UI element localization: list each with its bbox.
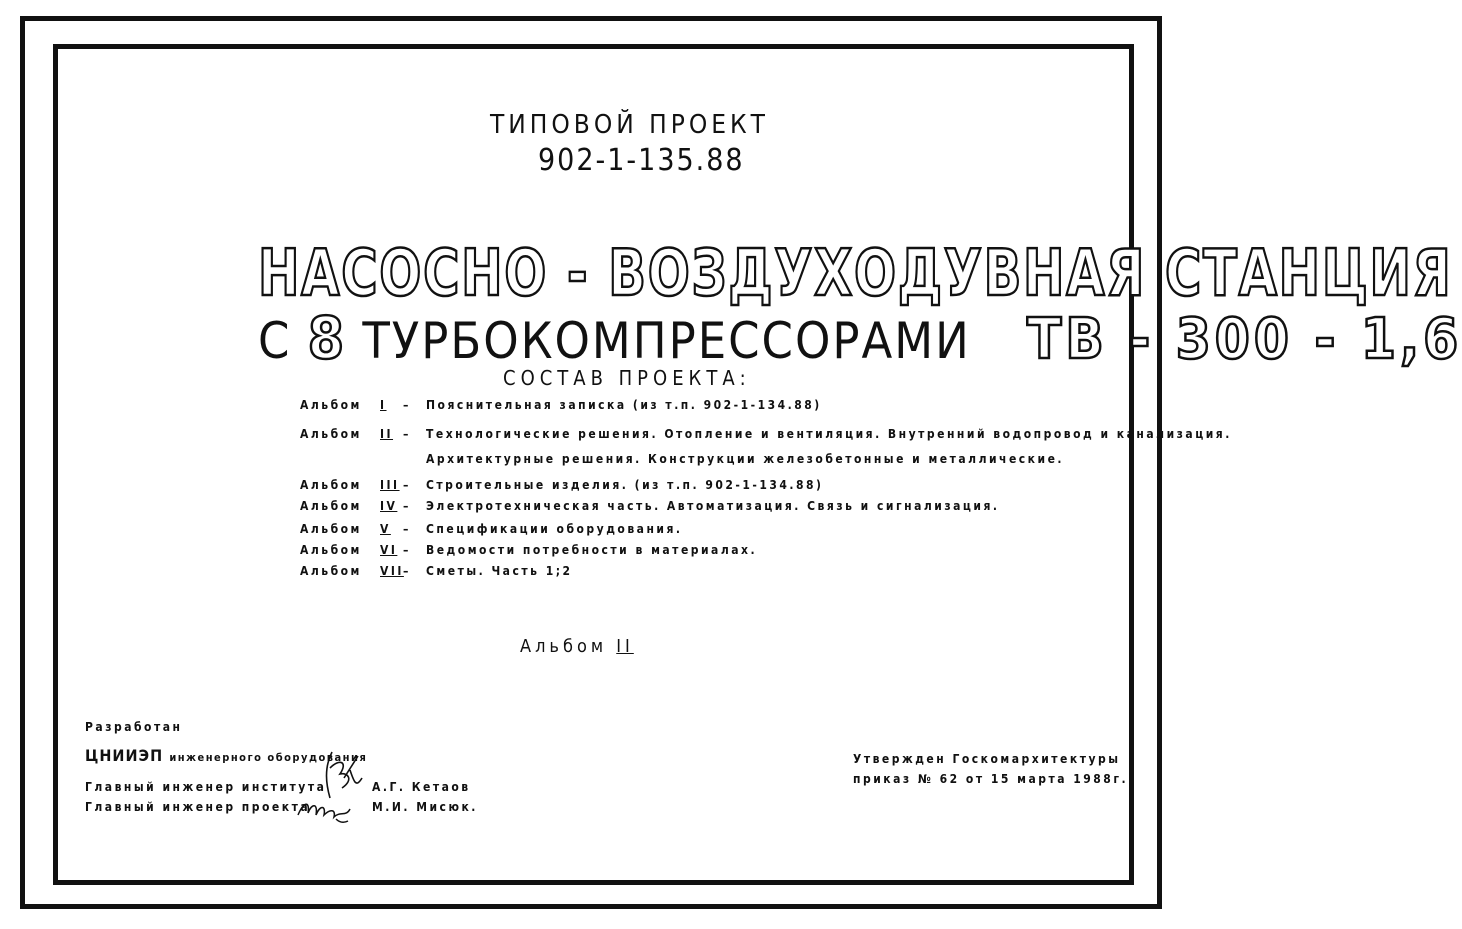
album-label: Альбом — [300, 499, 362, 513]
subtitle-text: ТУРБОКОМПРЕССОРАМИ — [362, 312, 971, 370]
album-text: Архитектурные решения. Конструкции железобетонные и металлические. — [426, 452, 1064, 466]
developer-heading: Разработан — [85, 720, 183, 734]
album-number: III — [380, 478, 400, 492]
current-album-label: Альбом — [520, 636, 608, 657]
approval-line2: приказ № 62 от 15 марта 1988г. — [853, 772, 1129, 786]
album-text: Спецификации оборудования. — [426, 522, 683, 536]
chief-engineer-project-name: М.И. Мисюк. — [372, 800, 478, 814]
subtitle-number: 8 — [307, 304, 347, 372]
album-text: Ведомости потребности в материалах. — [426, 543, 758, 557]
project-type-label: ТИПОВОЙ ПРОЕКТ — [490, 110, 769, 140]
dash: – — [403, 499, 411, 513]
dash: – — [403, 478, 411, 492]
album-number: VI — [380, 543, 398, 557]
album-number: V — [380, 522, 391, 536]
album-label: Альбом — [300, 478, 362, 492]
album-label: Альбом — [300, 564, 362, 578]
dash: – — [403, 427, 411, 441]
album-label: Альбом — [300, 522, 362, 536]
dash: – — [403, 543, 411, 557]
dash: – — [403, 398, 411, 412]
album-text: Пояснительная записка (из т.п. 902-1-134.88) — [426, 398, 822, 412]
chief-engineer-institute-role: Главный инженер института — [85, 780, 327, 794]
album-text: Сметы. Часть 1;2 — [426, 564, 573, 578]
album-text: Технологические решения. Отопление и вентиляция. Внутренний водопровод и канализация. — [426, 427, 1232, 441]
album-number: I — [380, 398, 387, 412]
org-abbr: ЦНИИЭП — [85, 746, 164, 765]
album-text: Электротехническая часть. Автоматизация. Связь и сигнализация. — [426, 499, 1000, 513]
org-name: инженерного оборудования — [169, 751, 368, 764]
main-title: НАСОСНО - ВОЗДУХОДУВНАЯ СТАНЦИЯ — [258, 237, 1453, 311]
subtitle-line — [258, 304, 1462, 372]
chief-engineer-project-role: Главный инженер проекта — [85, 800, 311, 814]
album-number: II — [380, 427, 394, 441]
dash: – — [403, 564, 411, 578]
album-label: Альбом — [300, 398, 362, 412]
album-text: Строительные изделия. (из т.п. 902-1-134.88) — [426, 478, 824, 492]
current-album — [520, 636, 634, 657]
signature-2 — [296, 795, 352, 825]
project-number: 902-1-135.88 — [538, 143, 745, 178]
current-album-number: II — [616, 636, 634, 657]
album-label: Альбом — [300, 543, 362, 557]
album-number: VII — [380, 564, 404, 578]
album-number: IV — [380, 499, 398, 513]
chief-engineer-institute-name: А.Г. Кетаов — [372, 780, 471, 794]
subtitle-model: ТВ - 300 - 1,6 — [1027, 307, 1462, 372]
dash: – — [403, 522, 411, 536]
album-label: Альбом — [300, 427, 362, 441]
subtitle-prefix: С — [258, 312, 292, 370]
composition-heading: СОСТАВ ПРОЕКТА: — [503, 366, 751, 390]
approval-line1: Утвержден Госкомархитектуры — [853, 752, 1121, 766]
